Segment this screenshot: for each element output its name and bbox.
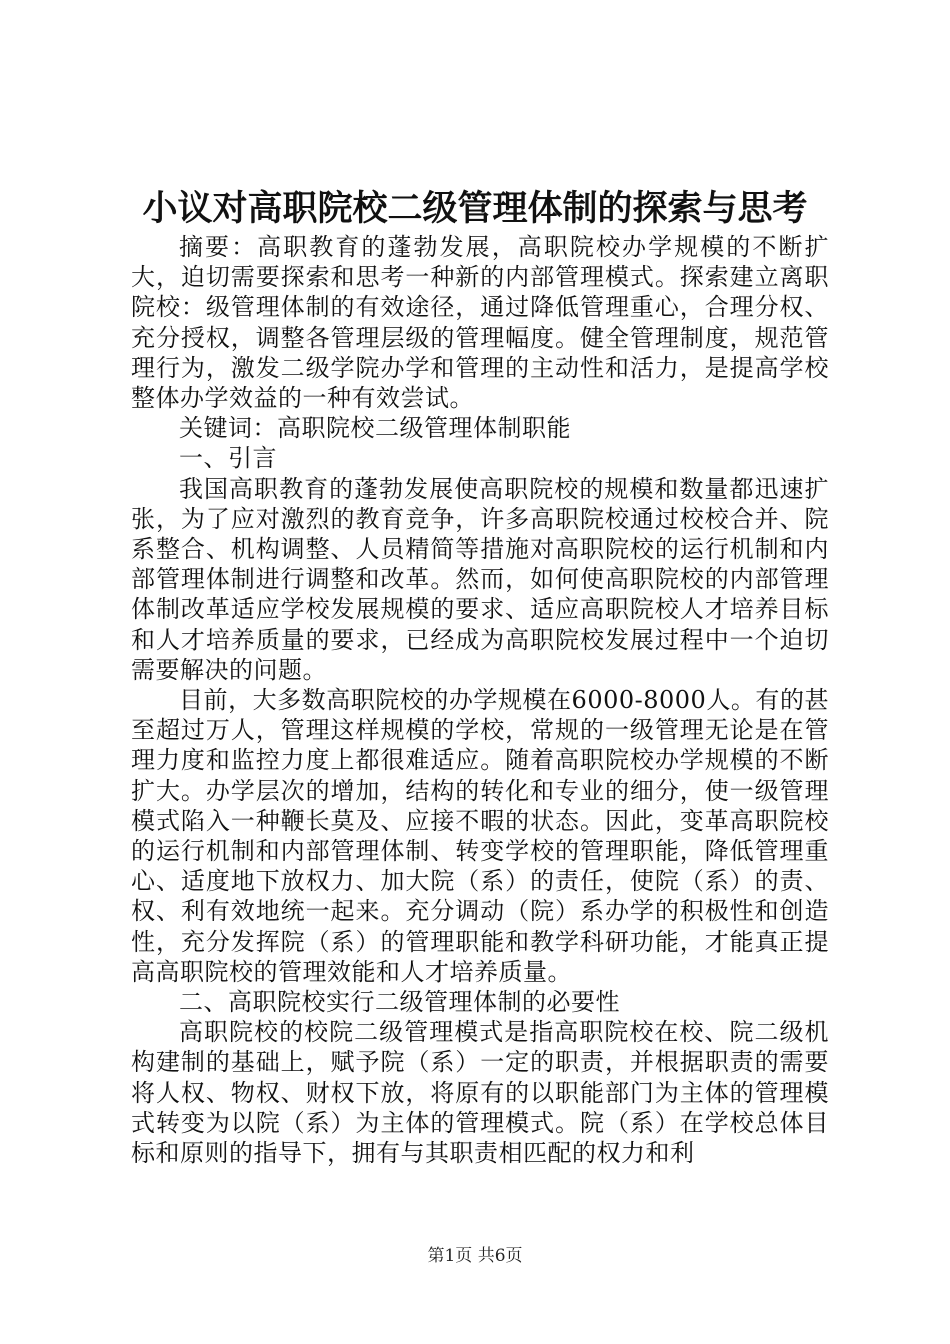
document-body [131, 232, 829, 1168]
body-paragraph: 高职院校的校院二级管理模式是指高职院校在校、院二级机构建制的基础上，赋予院（系）一定的职责，并根据职责的需要将人权、物权、财权下放，将原有的以职能部门为主体的管理模式转变为以院（系）为主体的管理模式。院（系）在学校总体目标和原则的指导下，拥有与其职责相匹配的权力和利 [131, 1018, 829, 1168]
body-paragraph: 目前，大多数高职院校的办学规模在6000-8000人。有的甚至超过万人，管理这样规模的学校，常规的一级管理无论是在管理力度和监控力度上都很难适应。随着高职院校办学规模的不断扩大。办学层次的增加，结构的转化和专业的细分，使一级管理模式陷入一种鞭长莫及、应接不暇的状态。因此，变革高职院校的运行机制和内部管理体制、转变学校的管理职能，降低管理重心、适度地下放权力、加大院（系）的责任，使院（系）的责、权、利有效地统一起来。充分调动（院）系办学的积极性和创造性，充分发挥院（系）的管理职能和教学科研功能，才能真正提高高职院校的管理效能和人才培养质量。 [131, 686, 829, 986]
abstract-paragraph: 摘要：高职教育的蓬勃发展，高职院校办学规模的不断扩大，迫切需要探索和思考一种新的内部管理模式。探索建立离职院校：级管理体制的有效途径，通过降低管理重心，合理分权、充分授权，调整各管理层级的管理幅度。健全管理制度，规范管理行为，激发二级学院办学和管理的主动性和活力，是提高学校整体办学效益的一种有效尝试。 [131, 233, 829, 413]
keywords-paragraph: 关键词：高职院校二级管理体制职能 [179, 414, 571, 443]
document-title: 小议对高职院校二级管理体制的探索与思考 [142, 188, 808, 229]
section-heading-introduction: 一、引言 [179, 444, 277, 473]
page-number-footer: 第1页 共6页 [427, 1246, 523, 1266]
section-heading-necessity: 二、高职院校实行二级管理体制的必要性 [179, 988, 620, 1017]
body-paragraph: 我国高职教育的蓬勃发展使高职院校的规模和数量都迅速扩张，为了应对激烈的教育竞争，许多高职院校通过校校合并、院系整合、机构调整、人员精简等措施对高职院校的运行机制和内部管理体制进行调整和改革。然而，如何使高职院校的内部管理体制改革适应学校发展规模的要求、适应高职院校人才培养目标和人才培养质量的要求，已经成为高职院校发展过程中一个迫切需要解决的问题。 [131, 474, 829, 684]
